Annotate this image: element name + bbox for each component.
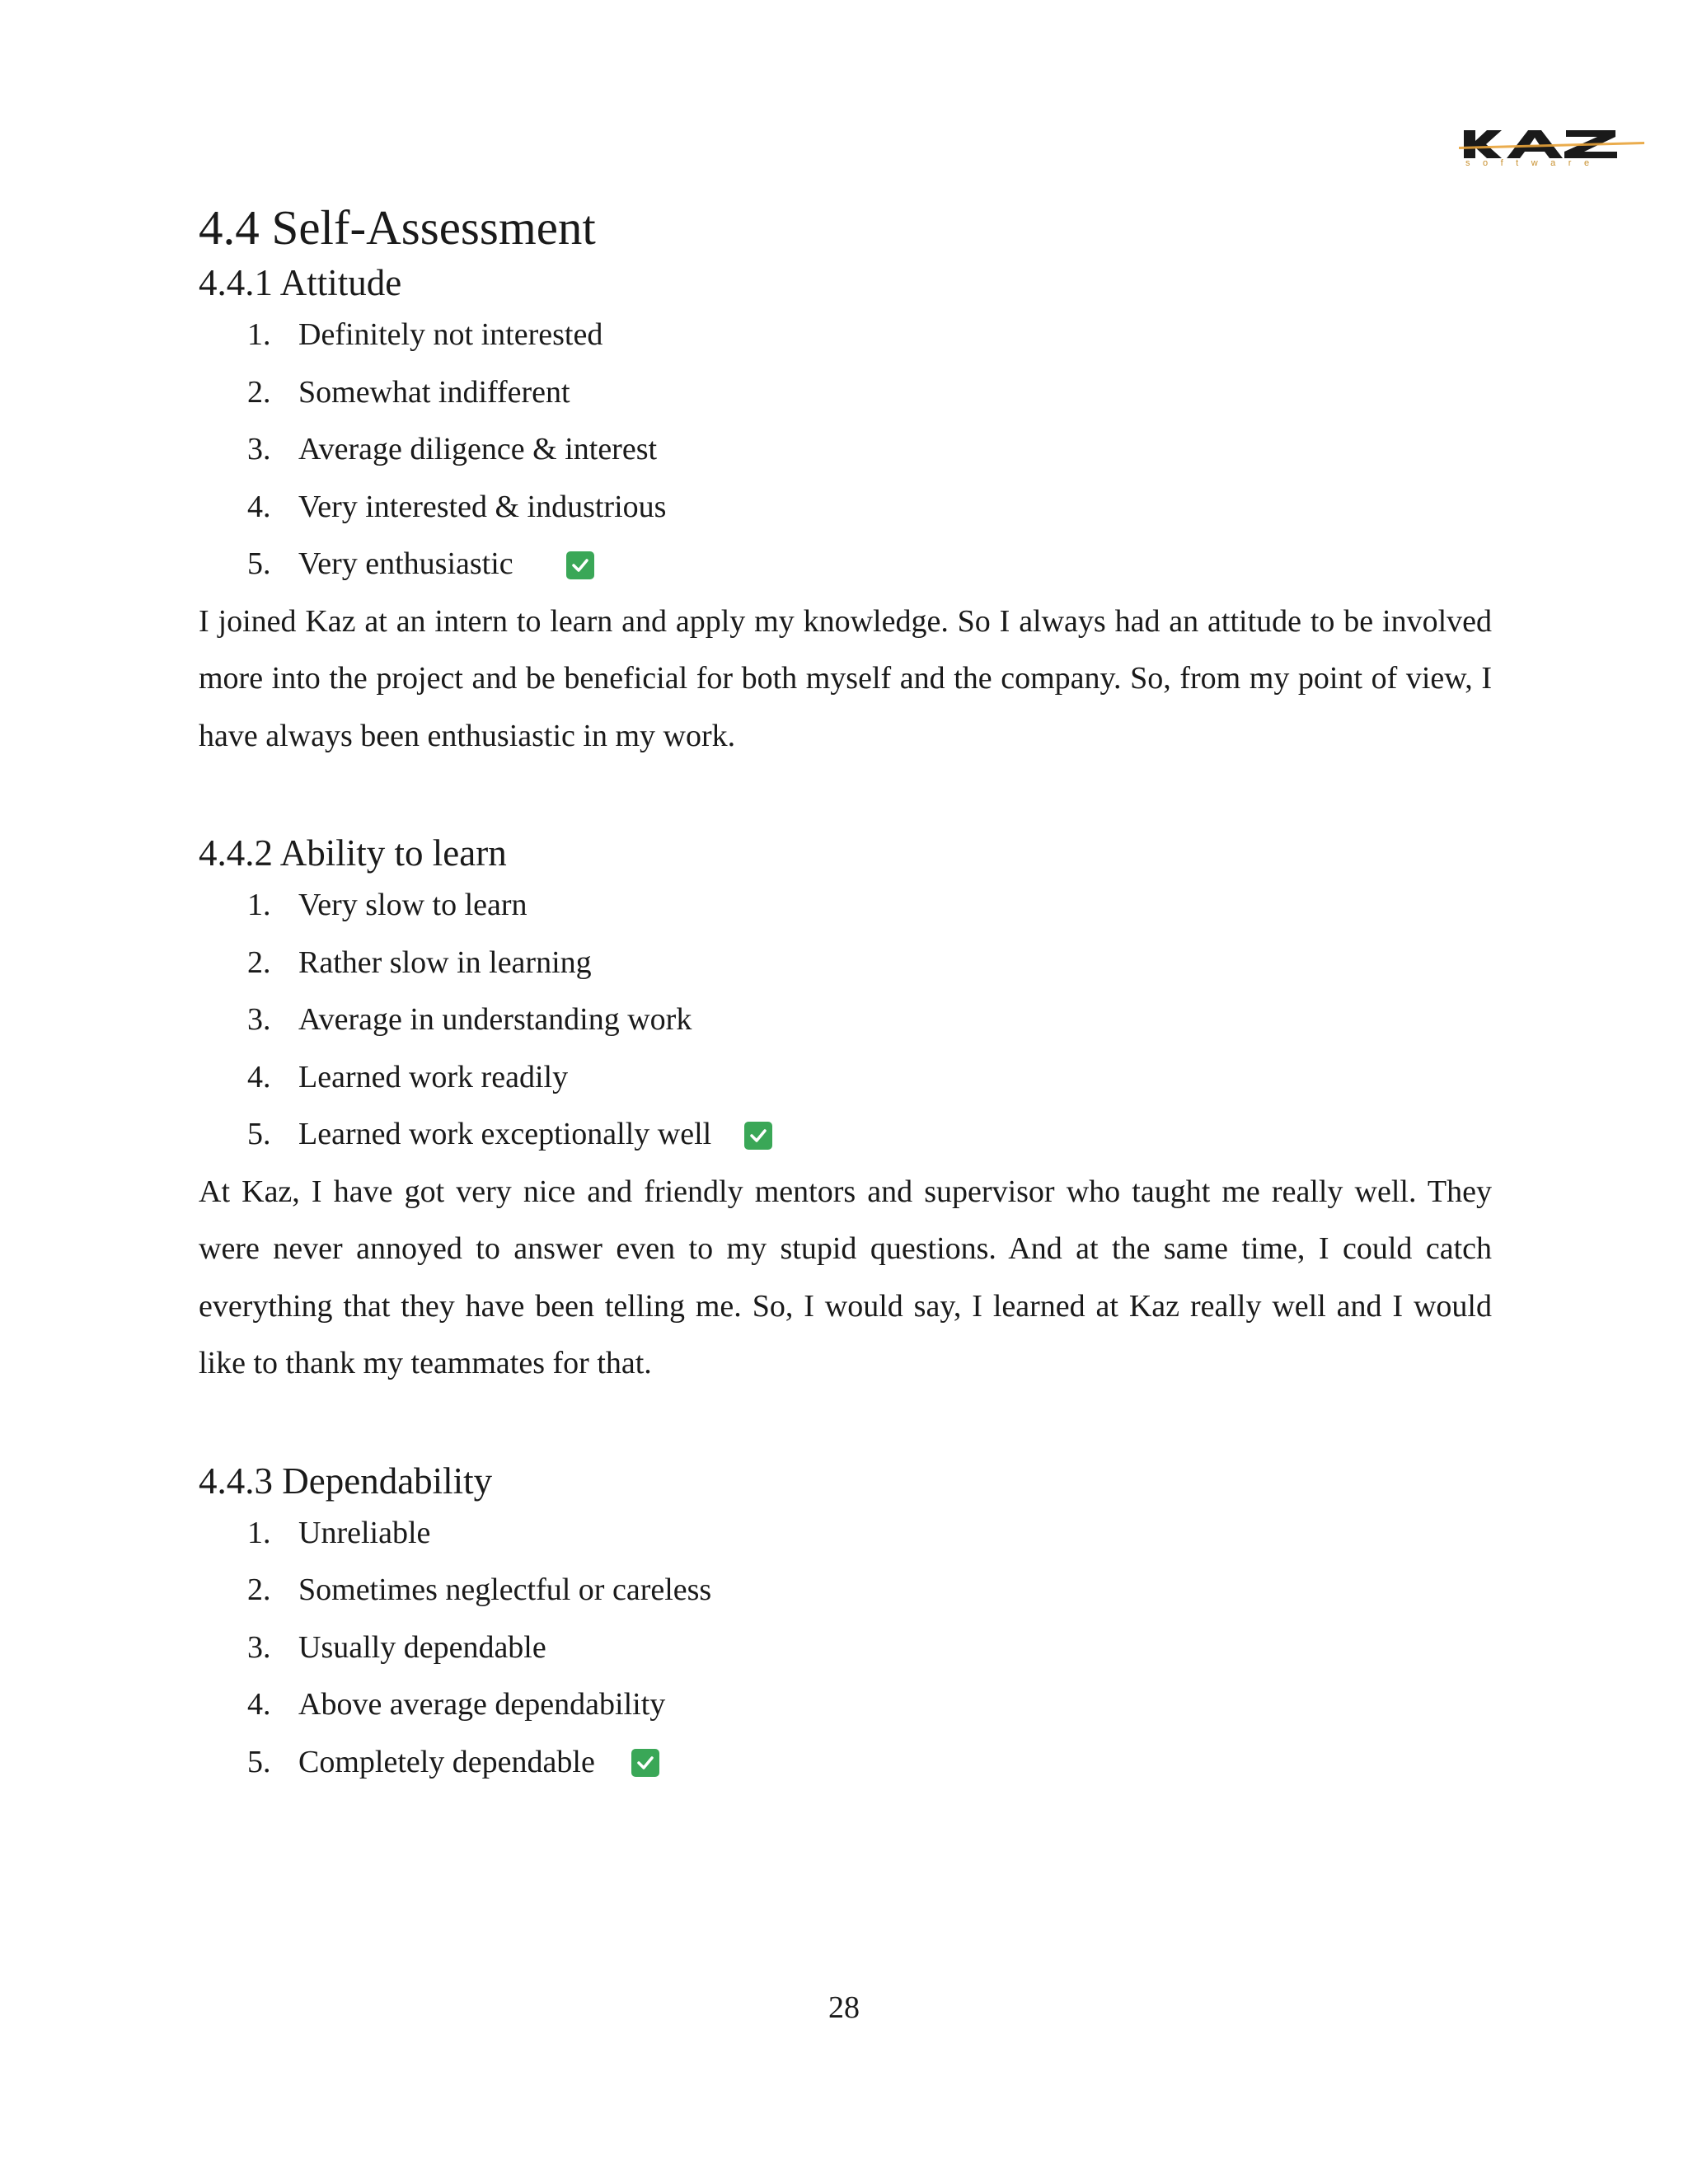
page-number: 28 (828, 1990, 860, 2025)
logo-tagline: software (1465, 158, 1602, 166)
item-label: Usually dependable (298, 1629, 546, 1665)
item-number: 4. (247, 489, 271, 524)
item-number: 3. (247, 1002, 271, 1037)
item-label: Very interested & industrious (298, 489, 667, 524)
ability-paragraph: At Kaz, I have got very nice and friendly mentors and supervisor who taught me really well. They were never annoyed to answer even to my stupid questions. And at the same time, I could catch everything that they have been telling me. So, I would say, I learned at Kaz really well and I would like to thank my teammates for that. (199, 1174, 1492, 1380)
spacer (199, 765, 1492, 829)
list-item (199, 877, 1492, 935)
subsection-title-ability-to-learn: 4.4.2 Ability to learn (199, 832, 507, 874)
list-item (199, 421, 1492, 479)
item-label: Average in understanding work (298, 1002, 692, 1037)
kaz-software-logo (1459, 124, 1644, 166)
check-box-icon (631, 1749, 659, 1777)
spacer (199, 1393, 1492, 1457)
attitude-paragraph: I joined Kaz at an intern to learn and apply my knowledge. So I always had an attitude to be involved more into the project and be beneficial for both myself and the company. So, from my point of view, I have always been enthusiastic in my work. (199, 603, 1492, 753)
list-item (199, 307, 1492, 364)
main-content (199, 196, 1492, 1791)
list-item (199, 479, 1492, 537)
list-item-selected (199, 1734, 1492, 1792)
item-number: 1. (247, 317, 271, 352)
list-item (199, 935, 1492, 992)
item-number: 2. (247, 374, 271, 410)
item-label: Somewhat indifferent (298, 374, 570, 410)
subsection-title-attitude: 4.4.1 Attitude (199, 262, 402, 303)
item-label: Definitely not interested (298, 317, 603, 352)
item-label: Rather slow in learning (298, 944, 592, 980)
item-label: Unreliable (298, 1515, 431, 1550)
item-number: 4. (247, 1059, 271, 1094)
item-number: 1. (247, 888, 271, 922)
list-item-selected (199, 536, 1492, 593)
list-item (199, 991, 1492, 1049)
list-item (199, 1505, 1492, 1563)
item-number: 2. (247, 1572, 271, 1607)
item-label: Sometimes neglectful or careless (298, 1572, 712, 1607)
item-number: 3. (247, 432, 271, 466)
item-number: 2. (247, 944, 271, 980)
list-item-selected (199, 1106, 1492, 1164)
item-number: 5. (247, 1744, 271, 1779)
subsection-title-dependability: 4.4.3 Dependability (199, 1460, 493, 1502)
section-title: 4.4 Self-Assessment (199, 200, 596, 255)
item-label: Above average dependability (298, 1687, 666, 1722)
item-number: 3. (247, 1629, 271, 1665)
item-number: 1. (247, 1515, 271, 1550)
list-item (199, 1562, 1492, 1619)
ability-options-list (199, 877, 1492, 1164)
kaz-logo-icon (1459, 124, 1644, 166)
attitude-options-list (199, 307, 1492, 593)
item-label: Very enthusiastic (298, 546, 513, 581)
item-number: 4. (247, 1687, 271, 1722)
item-number: 5. (247, 1117, 271, 1151)
item-label: Learned work exceptionally well (298, 1117, 712, 1151)
check-box-icon (744, 1122, 772, 1150)
list-item (199, 1619, 1492, 1677)
item-label: Learned work readily (298, 1059, 569, 1094)
dependability-options-list (199, 1505, 1492, 1792)
list-item (199, 1676, 1492, 1734)
check-box-icon (566, 551, 594, 579)
list-item (199, 364, 1492, 422)
item-label: Average diligence & interest (298, 432, 658, 466)
item-label: Very slow to learn (298, 888, 528, 922)
item-number: 5. (247, 546, 271, 581)
list-item (199, 1049, 1492, 1107)
item-label: Completely dependable (298, 1744, 595, 1779)
